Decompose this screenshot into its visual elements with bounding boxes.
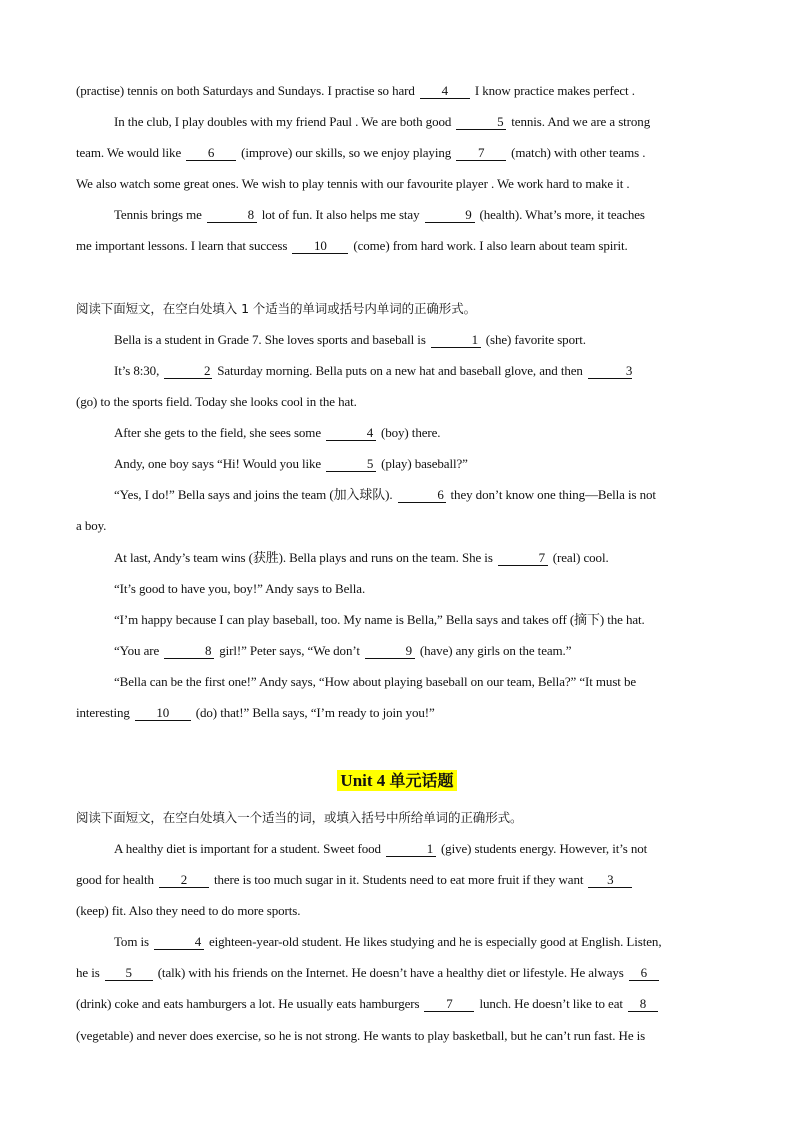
unit-title-highlight: Unit 4 单元话题 — [337, 770, 456, 791]
blank-9[interactable]: 9 — [425, 208, 475, 223]
s3-line-6: (drink) coke and eats hamburgers a lot. He usually eats hamburgers 7 lunch. He doesn’t like to eat 8 — [76, 988, 718, 1019]
s1-line-4: We also watch some great ones. We wish to play tennis with our favourite player . We work hard to make it . — [76, 176, 630, 191]
blank-5[interactable]: 5 — [456, 115, 506, 130]
s1-line-1: (practise) tennis on both Saturdays and Sundays. I practise so hard 4 I know practice makes perfect . — [76, 83, 635, 98]
s3-line-7: (vegetable) and never does exercise, so he is not strong. He wants to play basketball, but he can’t run fast. He is — [76, 1028, 646, 1043]
blank-4[interactable]: 4 — [154, 935, 204, 950]
blank-10[interactable]: 10 — [292, 239, 348, 254]
s2-line-2: It’s 8:30, 2 Saturday morning. Bella puts on a new hat and baseball glove, and then 3 — [114, 363, 633, 378]
blank-6[interactable]: 6 — [398, 488, 446, 503]
blank-2[interactable]: 2 — [164, 364, 212, 379]
blank-6[interactable]: 6 — [629, 966, 659, 981]
s2-line-11: “You are 8 girl!” Peter says, “We don’t 9 (have) any girls on the team.” — [114, 643, 572, 658]
s3-line-1: A healthy diet is important for a student. Sweet food 1 (give) students energy. However, it’s not — [114, 841, 648, 856]
s2-line-13: interesting 10 (do) that!” Bella says, “I’m ready to join you!” — [76, 705, 435, 720]
blank-3[interactable]: 3 — [588, 873, 632, 888]
s1-line-5: Tennis brings me 8 lot of fun. It also helps me stay 9 (health). What’s more, it teaches — [114, 207, 645, 222]
blank-7[interactable]: 7 — [456, 146, 506, 161]
s2-line-9: “It’s good to have you, boy!” Andy says to Bella. — [114, 581, 366, 596]
blank-2[interactable]: 2 — [159, 873, 209, 888]
blank-1[interactable]: 1 — [431, 333, 481, 348]
s2-line-6: “Yes, I do!” Bella says and joins the team (加入球队). 6 they don’t know one thing—Bella is not — [114, 487, 656, 502]
blank-8[interactable]: 8 — [207, 208, 257, 223]
blank-10[interactable]: 10 — [135, 706, 191, 721]
blank-7[interactable]: 7 — [424, 997, 474, 1012]
unit-title — [0, 768, 794, 794]
section2-heading: 阅读下面短文，在空白处填入 1 个适当的单词或括号内单词的正确形式。 — [76, 301, 477, 316]
section3-heading: 阅读下面短文，在空白处填入一个适当的词，或填入括号中所给单词的正确形式。 — [76, 810, 523, 825]
blank-7[interactable]: 7 — [498, 551, 548, 566]
s2-line-8: At last, Andy’s team wins (获胜). Bella plays and runs on the team. She is 7 (real) cool. — [114, 550, 609, 565]
blank-6[interactable]: 6 — [186, 146, 236, 161]
blank-8[interactable]: 8 — [628, 997, 658, 1012]
s3-line-2: good for health 2 there is too much sugar in it. Students need to eat more fruit if they want 3 — [76, 864, 718, 895]
s2-line-4: After she gets to the field, she sees some 4 (boy) there. — [114, 425, 441, 440]
s2-line-5: Andy, one boy says “Hi! Would you like 5 (play) baseball?” — [114, 456, 468, 471]
s1-line-6: me important lessons. I learn that success 10 (come) from hard work. I also learn about team spirit. — [76, 238, 628, 253]
s3-line-3: (keep) fit. Also they need to do more sports. — [76, 903, 301, 918]
s3-line-4: Tom is 4 eighteen-year-old student. He likes studying and he is especially good at English. Listen, — [114, 934, 662, 949]
blank-3[interactable]: 3 — [588, 364, 632, 379]
s1-line-3: team. We would like 6 (improve) our skills, so we enjoy playing 7 (match) with other teams . — [76, 145, 646, 160]
s1-line-2: In the club, I play doubles with my friend Paul . We are both good 5 tennis. And we are a strong — [114, 114, 651, 129]
s2-line-7: a boy. — [76, 518, 107, 533]
blank-4[interactable]: 4 — [420, 84, 470, 99]
blank-1[interactable]: 1 — [386, 842, 436, 857]
s2-line-3: (go) to the sports field. Today she looks cool in the hat. — [76, 394, 357, 409]
blank-5[interactable]: 5 — [105, 966, 153, 981]
blank-8[interactable]: 8 — [164, 644, 214, 659]
s2-line-10: “I’m happy because I can play baseball, too. My name is Bella,” Bella says and takes off (摘下) the hat. — [114, 612, 645, 627]
s2-line-1: Bella is a student in Grade 7. She loves sports and baseball is 1 (she) favorite sport. — [114, 332, 586, 347]
s3-line-5: he is 5 (talk) with his friends on the Internet. He doesn’t have a healthy diet or lifestyle. He always 6 — [76, 957, 718, 988]
blank-4[interactable]: 4 — [326, 426, 376, 441]
s2-line-12: “Bella can be the first one!” Andy says, “How about playing baseball on our team, Bella?” “It must be — [114, 674, 637, 689]
blank-9[interactable]: 9 — [365, 644, 415, 659]
blank-5[interactable]: 5 — [326, 457, 376, 472]
